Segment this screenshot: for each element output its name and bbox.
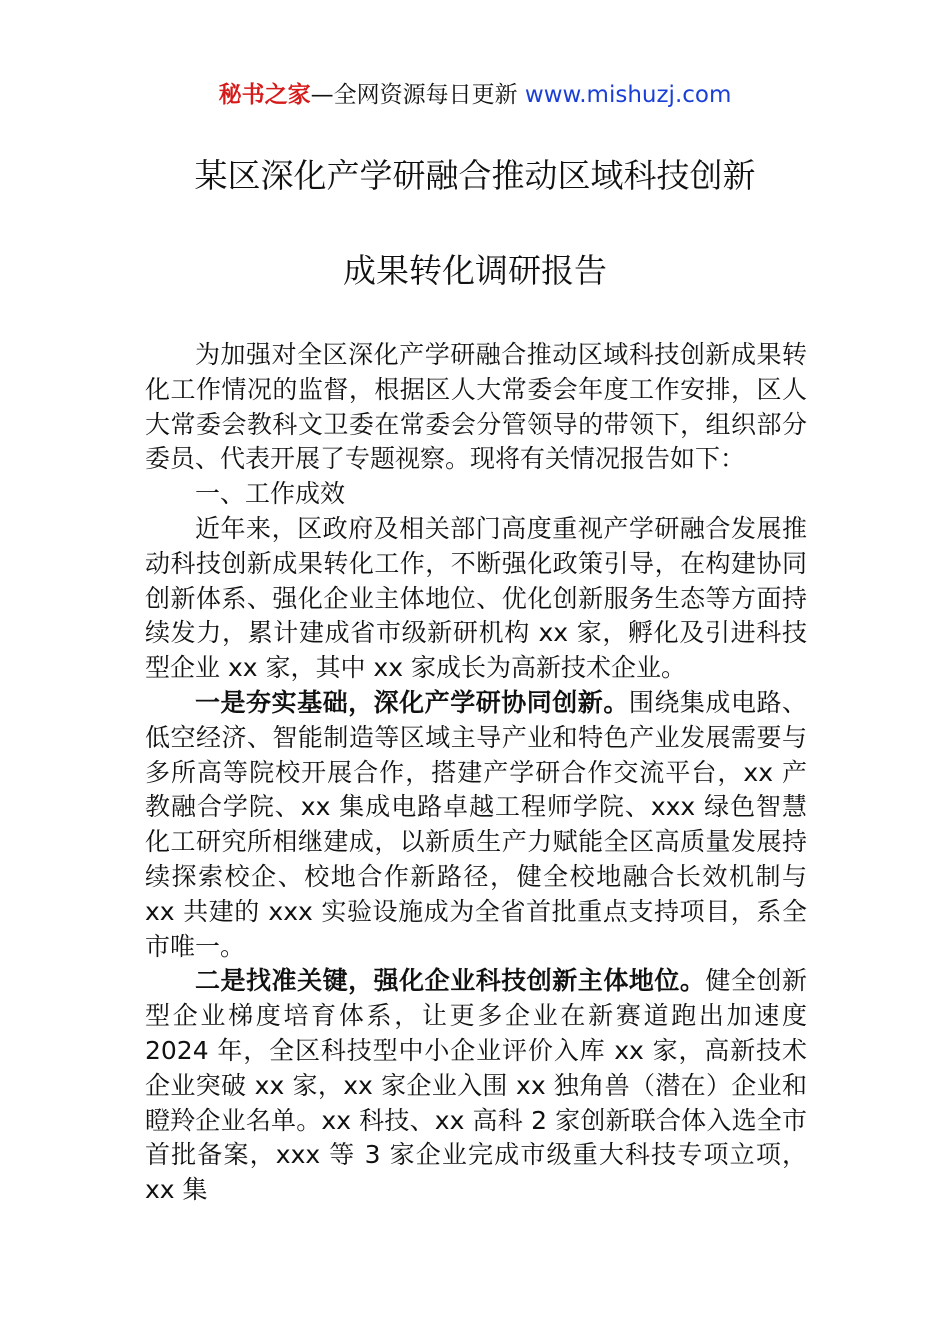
section-paragraph: 近年来，区政府及相关部门高度重视产学研融合发展推动科技创新成果转化工作，不断强化政策引导，在构建协同创新体系、强化企业主体地位、优化创新服务生态等方面持续发力，累计建成省市级新研机构 xx 家，孵化及引进科技型企业 xx 家，其中 xx 家成长为高新技术企业。 [145,513,807,683]
point-2-text: 健全创新型企业梯度培育体系，让更多企业在新赛道跑出加速度 2024 年，全区科技型中小企业评价入库 xx 家，高新技术企业突破 xx 家，xx 家企业入围 xx 独角兽（潜在）企业和瞪羚企业名单。xx 科技、xx 高科 2 家创新联合体入选全市首批备案，xxx 等 3 家企业完成市级重大科技专项立项，xx 集 [145,966,807,1205]
point-2-lead: 二是找准关键，强化企业科技创新主体地位。 [195,966,706,996]
point-1-paragraph [145,686,807,964]
document-title-line-2: 成果转化调研报告 [343,251,607,290]
point-1-text: 围绕集成电路、低空经济、智能制造等区域主导产业和特色产业发展需要与多所高等院校开展合作，搭建产学研合作交流平台，xx 产教融合学院、xx 集成电路卓越工程师学院、xxx 绿色智慧化工研究所相继建成，以新质生产力赋能全区高质量发展持续探索校企、校地合作新路径，健全校地融合长效机制与 xx 共建的 xxx 实验设施成为全省首批重点支持项目，系全市唯一。 [145,687,807,961]
document-title-line-1: 某区深化产学研融合推动区域科技创新 [194,156,756,195]
point-1-lead: 一是夯实基础，深化产学研协同创新。 [195,687,629,717]
document-body [145,338,807,1208]
header-slogan: —全网资源每日更新 [310,82,525,108]
intro-paragraph: 为加强对全区深化产学研融合推动区域科技创新成果转化工作情况的监督，根据区人大常委会年度工作安排，区人大常委会教科文卫委在常委会分管领导的带领下，组织部分委员、代表开展了专题视察。现将有关情况报告如下： [145,340,807,474]
point-2-paragraph [145,964,807,1208]
section-heading: 一、工作成效 [195,479,346,509]
site-header [0,78,950,112]
brand-name: 秘书之家 [218,82,311,108]
site-url-link[interactable]: www.mishuzj.com [524,82,732,108]
